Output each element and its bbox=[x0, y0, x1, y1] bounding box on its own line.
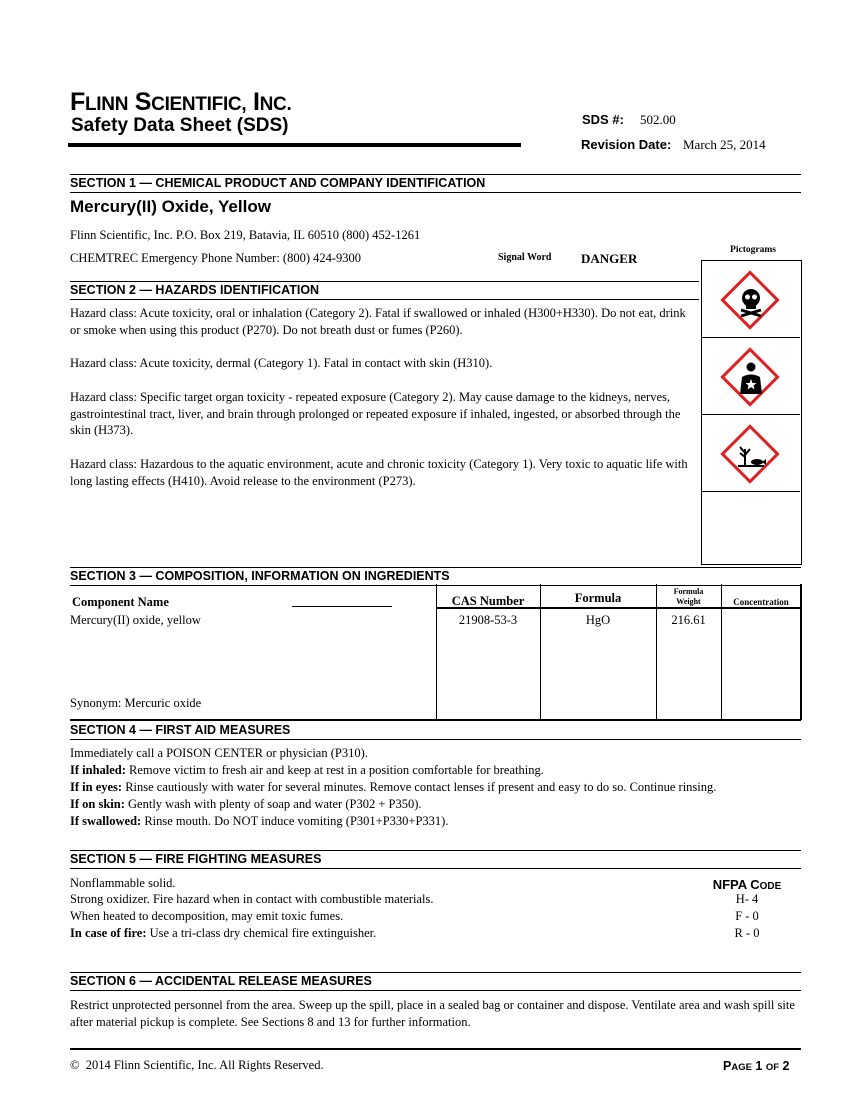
fire-line: When heated to decomposition, may emit toxic fumes. bbox=[70, 909, 344, 923]
pictogram-cell bbox=[702, 338, 800, 415]
pictogram-column bbox=[701, 260, 802, 565]
nfpa-health: H- 4 bbox=[735, 892, 759, 906]
revision-date-value: March 25, 2014 bbox=[683, 137, 766, 152]
page-number: PAGE 1 OF 2 bbox=[723, 1059, 790, 1073]
cell-weight: 216.61 bbox=[671, 613, 706, 627]
pictograms-label: Pictograms bbox=[730, 245, 776, 255]
document-type: Safety Data Sheet (SDS) bbox=[71, 115, 289, 136]
pictogram-cell bbox=[702, 261, 800, 338]
column-header-weight-1: Formula bbox=[673, 587, 704, 596]
pictogram-cell-empty bbox=[702, 492, 800, 563]
nfpa-code-title: NFPA CODE bbox=[712, 877, 782, 892]
section-6-heading: SECTION 6 — ACCIDENTAL RELEASE MEASURES bbox=[70, 972, 801, 991]
column-header-weight-2: Weight bbox=[676, 597, 701, 606]
sds-number-label: SDS #: bbox=[582, 112, 624, 127]
first-aid-item: If inhaled: Remove victim to fresh air and keep at rest in a position comfortable for breathing. bbox=[70, 763, 544, 777]
health-hazard-icon bbox=[733, 360, 769, 396]
pictogram-cell bbox=[702, 415, 800, 492]
column-header-concentration: Concentration bbox=[733, 597, 789, 607]
section-4-heading: SECTION 4 — FIRST AID MEASURES bbox=[70, 722, 801, 740]
revision-date-label: Revision Date: bbox=[581, 137, 672, 152]
cell-component: Mercury(II) oxide, yellow bbox=[70, 613, 201, 627]
column-header-component: Component Name bbox=[72, 595, 169, 609]
first-aid-intro: Immediately call a POISON CENTER or physician (P310). bbox=[70, 746, 368, 760]
company-address: Flinn Scientific, Inc. P.O. Box 219, Batavia, IL 60510 (800) 452-1261 bbox=[70, 228, 421, 242]
column-header-cas: CAS Number bbox=[451, 594, 525, 608]
sds-number-value: 502.00 bbox=[640, 112, 676, 127]
nfpa-flammability: F - 0 bbox=[735, 909, 759, 923]
hazard-paragraph: Hazard class: Specific target organ toxicity - repeated exposure (Category 2). May cause damage to the kidneys, nerves, gastrointestinal tract, liver, and brain through prolonged or repeated exposure if inhaled, ingested, or absorbed through the skin (H373). bbox=[70, 390, 681, 437]
first-aid-item: If in eyes: Rinse cautiously with water for several minutes. Remove contact lenses if present and easy to do so. Continue rinsing. bbox=[70, 780, 717, 794]
release-measures-text: Restrict unprotected personnel from the area. Sweep up the spill, place in a sealed bag or container and dispose. Ventilate area and wash spill site after material pickup is complete. See Sections 8 and 13 for further information. bbox=[70, 998, 795, 1029]
fire-line: Nonflammable solid. bbox=[70, 876, 176, 890]
company-name: FLINN SCIENTIFIC, INC. bbox=[70, 88, 292, 116]
footer-rule bbox=[70, 1048, 801, 1050]
signal-word-label: Signal Word bbox=[498, 252, 552, 263]
section-3-heading: SECTION 3 — COMPOSITION, INFORMATION ON INGREDIENTS bbox=[70, 567, 801, 586]
hazard-paragraph: Hazard class: Acute toxicity, oral or inhalation (Category 2). Fatal if swallowed or inhaled (H300+H330). Do not eat, drink or smoke when using this product (P270). Do not breath dust or fumes (P260). bbox=[70, 306, 686, 337]
signal-word-value: DANGER bbox=[581, 251, 638, 266]
fire-extinguisher-line: In case of fire: Use a tri-class dry chemical fire extinguisher. bbox=[70, 926, 377, 940]
section-5-heading: SECTION 5 — FIRE FIGHTING MEASURES bbox=[70, 850, 801, 869]
header-rule bbox=[68, 143, 521, 147]
column-header-formula: Formula bbox=[574, 591, 622, 605]
product-name: Mercury(II) Oxide, Yellow bbox=[70, 197, 271, 216]
fire-line: Strong oxidizer. Fire hazard when in contact with combustible materials. bbox=[70, 892, 434, 906]
environment-icon bbox=[733, 437, 769, 473]
emergency-phone: CHEMTREC Emergency Phone Number: (800) 424-9300 bbox=[70, 251, 362, 265]
nfpa-reactivity: R - 0 bbox=[734, 926, 760, 940]
first-aid-item: If swallowed: Rinse mouth. Do NOT induce vomiting (P301+P330+P331). bbox=[70, 814, 449, 828]
skull-crossbones-icon bbox=[733, 283, 769, 319]
first-aid-item: If on skin: Gently wash with plenty of soap and water (P302 + P350). bbox=[70, 797, 422, 811]
hazard-paragraph: Hazard class: Hazardous to the aquatic environment, acute and chronic toxicity (Category 1). Very toxic to aquatic life with long lasting effects (H410). Avoid release to the environment (P273). bbox=[70, 457, 688, 488]
section-1-heading: SECTION 1 — CHEMICAL PRODUCT AND COMPANY IDENTIFICATION bbox=[70, 174, 801, 193]
hazard-paragraph: Hazard class: Acute toxicity, dermal (Category 1). Fatal in contact with skin (H310). bbox=[70, 356, 493, 370]
copyright: © 2014 Flinn Scientific, Inc. All Rights Reserved. bbox=[70, 1058, 324, 1072]
section-2-heading: SECTION 2 — HAZARDS IDENTIFICATION bbox=[70, 281, 699, 300]
synonym: Synonym: Mercuric oxide bbox=[70, 696, 202, 710]
cell-formula: HgO bbox=[585, 613, 611, 627]
cell-cas: 21908-53-3 bbox=[458, 613, 518, 627]
